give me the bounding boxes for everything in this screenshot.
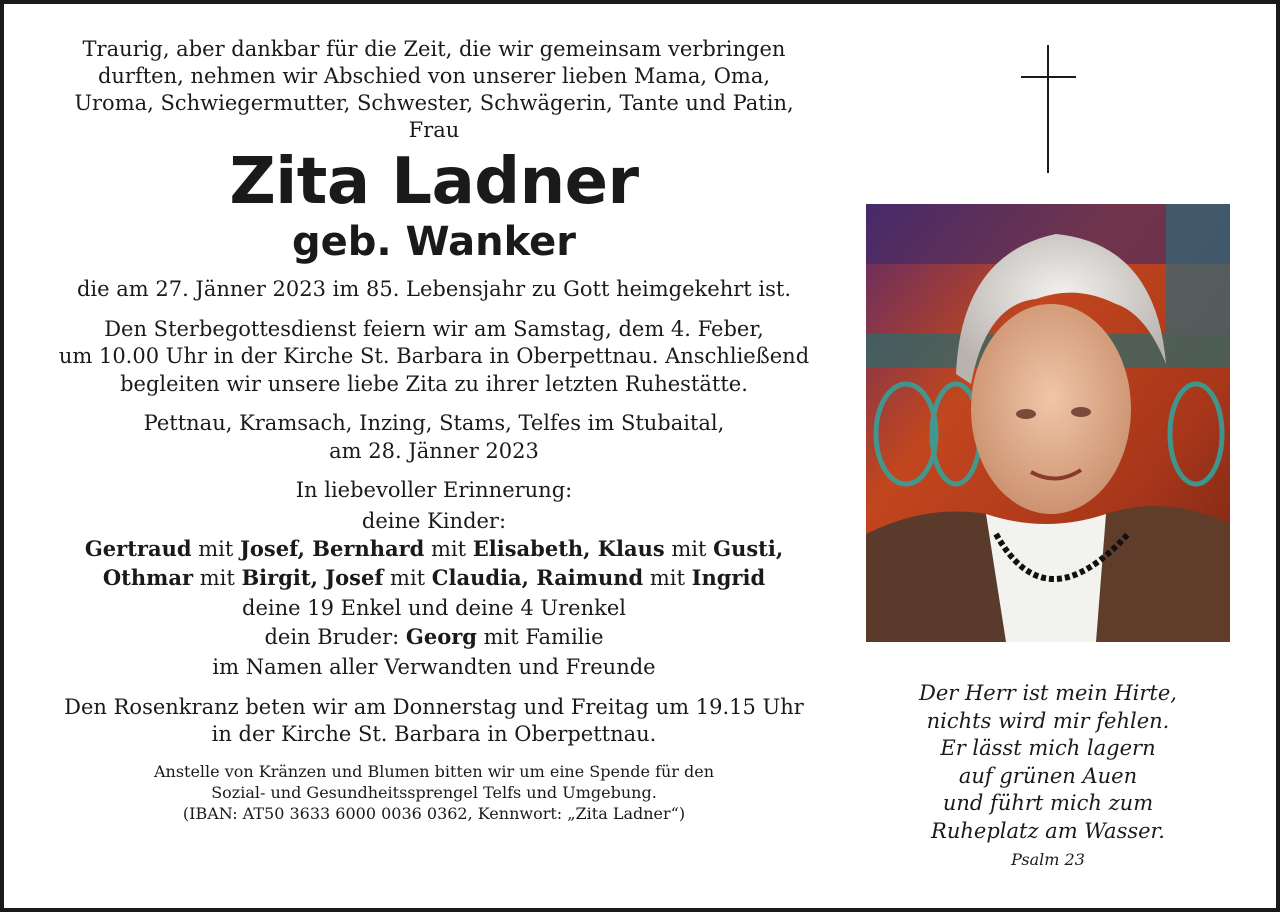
psalm-line: nichts wird mir fehlen. xyxy=(926,708,1170,733)
partner-name: Claudia, Raimund xyxy=(431,564,644,590)
connector: mit xyxy=(424,537,473,561)
place-date xyxy=(40,410,828,465)
service-line: um 10.00 Uhr in der Kirche St. Barbara in Oberpettnau. Anschließend xyxy=(58,344,810,368)
children-line-2 xyxy=(40,564,828,593)
partner-name: Birgit, Josef xyxy=(241,564,384,590)
children-heading: deine Kinder: xyxy=(361,508,507,533)
psalm-line: und führt mich zum xyxy=(942,791,1154,815)
brother-name: Georg xyxy=(405,623,477,649)
child-name: Gertraud xyxy=(84,536,192,561)
deceased-name: Zita Ladner xyxy=(229,145,639,219)
psalm-line: Er lässt mich lagern xyxy=(940,736,1156,760)
place-line: Pettnau, Kramsach, Inzing, Stams, Telfes im Stubaital, xyxy=(143,411,725,435)
maiden-name: geb. Wanker xyxy=(291,219,577,265)
psalm-line: Ruheplatz am Wasser. xyxy=(931,818,1165,843)
children-line-1 xyxy=(40,535,828,564)
connector: mit xyxy=(191,537,240,561)
death-line: die am 27. Jänner 2023 im 85. Lebensjahr zu Gott heimgekehrt ist. xyxy=(76,277,791,301)
donation-line: (IBAN: AT50 3633 6000 0036 0362, Kennwort: „Zita Ladner“) xyxy=(182,803,686,823)
cross-vertical-bar xyxy=(1047,45,1049,173)
connector: mit xyxy=(193,565,242,590)
relatives-line: im Namen aller Verwandten und Freunde xyxy=(212,655,656,679)
rosary-line: in der Kirche St. Barbara in Oberpettnau. xyxy=(211,722,657,746)
intro-text xyxy=(40,36,828,144)
psalm-line: Der Herr ist mein Hirte, xyxy=(919,681,1177,705)
memory-heading: In liebevoller Erinnerung: xyxy=(295,478,573,502)
portrait-image xyxy=(866,204,1230,642)
partner-name: Ingrid xyxy=(691,564,766,590)
intro-line: Frau xyxy=(408,118,460,142)
brother-prefix: dein Bruder: xyxy=(264,624,406,649)
intro-line: durften, nehmen wir Abschied von unserer lieben Mama, Oma, xyxy=(97,64,771,88)
donation-line: Anstelle von Kränzen und Blumen bitten wir um eine Spende für den xyxy=(153,761,715,781)
service-line: begleiten wir unsere liebe Zita zu ihrer letzten Ruhestätte. xyxy=(120,371,748,396)
partner-name: Josef, Bernhard xyxy=(239,536,425,561)
donation-line: Sozial- und Gesundheitssprengel Telfs und Umgebung. xyxy=(211,782,657,802)
psalm-reference: Psalm 23 xyxy=(1011,850,1085,869)
connector: mit xyxy=(664,537,714,561)
connector: mit xyxy=(383,565,432,590)
rosary-text xyxy=(40,694,828,749)
rosary-line: Den Rosenkranz beten wir am Donnerstag und Freitag um 19.15 Uhr xyxy=(64,694,804,719)
children-list xyxy=(40,535,828,592)
partner-name: Gusti, xyxy=(713,536,784,561)
cross-icon xyxy=(1021,45,1076,173)
obituary-main xyxy=(40,36,828,824)
grandchildren-line: deine 19 Enkel und deine 4 Urenkel xyxy=(242,596,626,620)
psalm-quote xyxy=(880,680,1216,871)
cross-horizontal-bar xyxy=(1021,76,1076,78)
connector: mit xyxy=(643,565,692,590)
brother-suffix: mit Familie xyxy=(476,624,604,649)
service-text xyxy=(40,316,828,399)
intro-line: Traurig, aber dankbar für die Zeit, die wir gemeinsam verbringen xyxy=(82,37,786,61)
donation-text xyxy=(40,761,828,824)
intro-line: Uroma, Schwiegermutter, Schwester, Schwägerin, Tante und Patin, xyxy=(74,91,794,115)
partner-name: Elisabeth, Klaus xyxy=(472,536,665,561)
service-line: Den Sterbegottesdienst feiern wir am Samstag, dem 4. Feber, xyxy=(104,316,764,341)
brother-line xyxy=(40,623,828,652)
portrait-photo xyxy=(866,204,1230,642)
psalm-line: auf grünen Auen xyxy=(958,763,1138,788)
child-name: Othmar xyxy=(102,564,194,590)
date-line: am 28. Jänner 2023 xyxy=(329,438,539,463)
